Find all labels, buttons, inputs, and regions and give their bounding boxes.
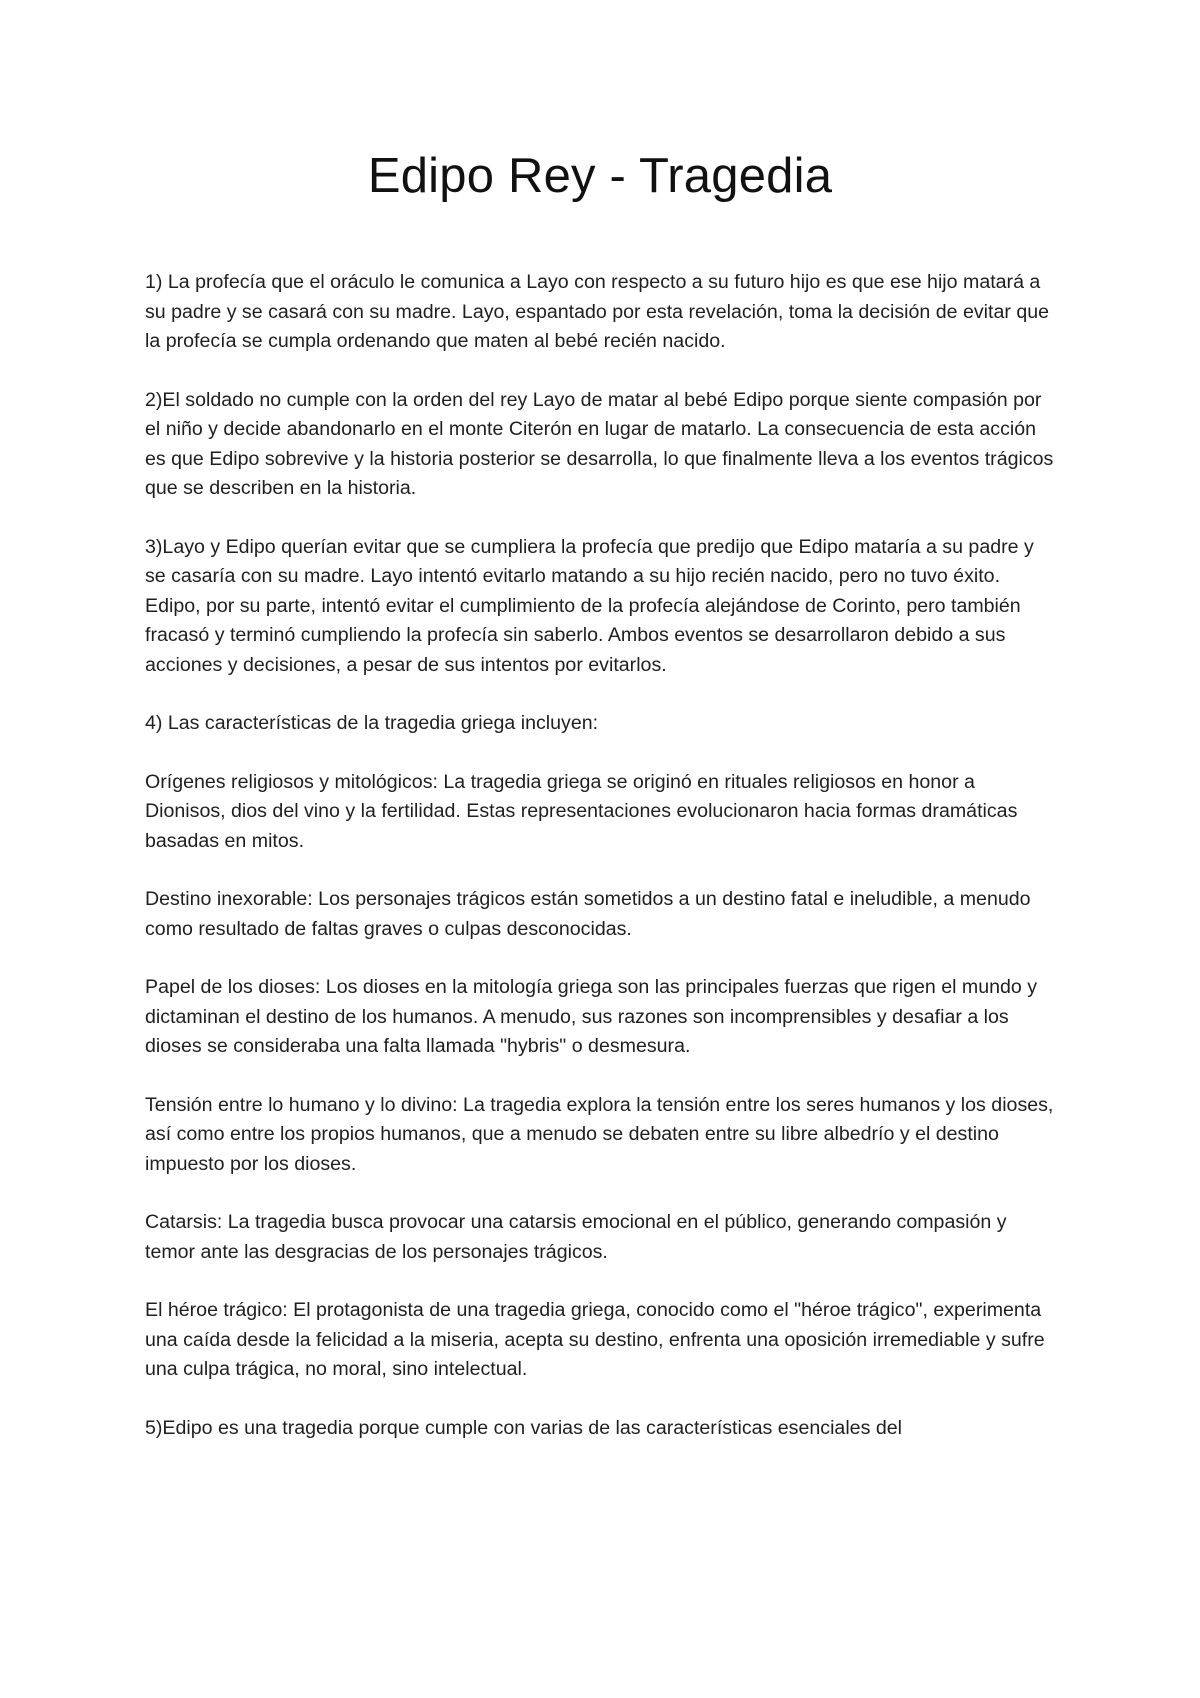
- characteristic-destiny-paragraph: Destino inexorable: Los personajes trágicos están sometidos a un destino fatal e ineludible, a menudo como resultado de faltas graves o culpas desconocidas.: [145, 888, 1031, 940]
- characteristic-origins-paragraph: Orígenes religiosos y mitológicos: La tragedia griega se originó en rituales religiosos en honor a Dionisos, dios del vino y la fertilidad. Estas representaciones evolucionaron hacia formas dramáticas basadas en mitos.: [145, 770, 1018, 852]
- answer-5-paragraph: 5)Edipo es una tragedia porque cumple con varias de las características esenciales del: [145, 1416, 902, 1439]
- document-title: Edipo Rey - Tragedia: [367, 149, 833, 203]
- answer-2-paragraph: 2)El soldado no cumple con la orden del rey Layo de matar al bebé Edipo porque siente compasión por el niño y decide abandonarlo en el monte Citerón en lugar de matarlo. La consecuencia de esta acción es que Edipo sobrevive y la historia posterior se desarrolla, lo que finalmente lleva a los eventos trágicos que se describen en la historia.: [145, 388, 1054, 499]
- answer-3-paragraph: 3)Layo y Edipo querían evitar que se cumpliera la profecía que predijo que Edipo mataría a su padre y se casaría con su madre. Layo intentó evitarlo matando a su hijo recién nacido, pero no tuvo éxito. Edipo, por su parte, intentó evitar el cumplimiento de la profecía alejándose de Corinto, pero también fracasó y terminó cumpliendo la profecía sin saberlo. Ambos eventos se desarrollaron debido a sus acciones y decisiones, a pesar de sus intentos por evitarlos.: [145, 535, 1034, 676]
- characteristic-tension-paragraph: Tensión entre lo humano y lo divino: La tragedia explora la tensión entre los seres humanos y los dioses, así como entre los propios humanos, que a menudo se debaten entre su libre albedrío y el destino impuesto por los dioses.: [145, 1093, 1054, 1175]
- answer-4-intro-paragraph: 4) Las características de la tragedia griega incluyen:: [145, 712, 599, 734]
- characteristic-gods-paragraph: Papel de los dioses: Los dioses en la mitología griega son las principales fuerzas que rigen el mundo y dictaminan el destino de los humanos. A menudo, sus razones son incomprensibles y desafiar a los dioses se consideraba una falta llamada "hybris" o desmesura.: [145, 976, 1038, 1057]
- characteristic-tragic-hero-paragraph: El héroe trágico: El protagonista de una tragedia griega, conocido como el "héroe trágico", experimenta una caída desde la felicidad a la miseria, acepta su destino, enfrenta una oposición irremediable y sufre una culpa trágica, no moral, sino intelectual.: [145, 1299, 1045, 1380]
- answer-1-paragraph: 1) La profecía que el oráculo le comunica a Layo con respecto a su futuro hijo es que ese hijo matará a su padre y se casará con su madre. Layo, espantado por esta revelación, toma la decisión de evitar que la profecía se cumpla ordenando que maten al bebé recién nacido.: [145, 271, 1050, 352]
- characteristic-catharsis-paragraph: Catarsis: La tragedia busca provocar una catarsis emocional en el público, generando compasión y temor ante las desgracias de los personajes trágicos.: [145, 1211, 1007, 1263]
- document-body: [145, 268, 1057, 1472]
